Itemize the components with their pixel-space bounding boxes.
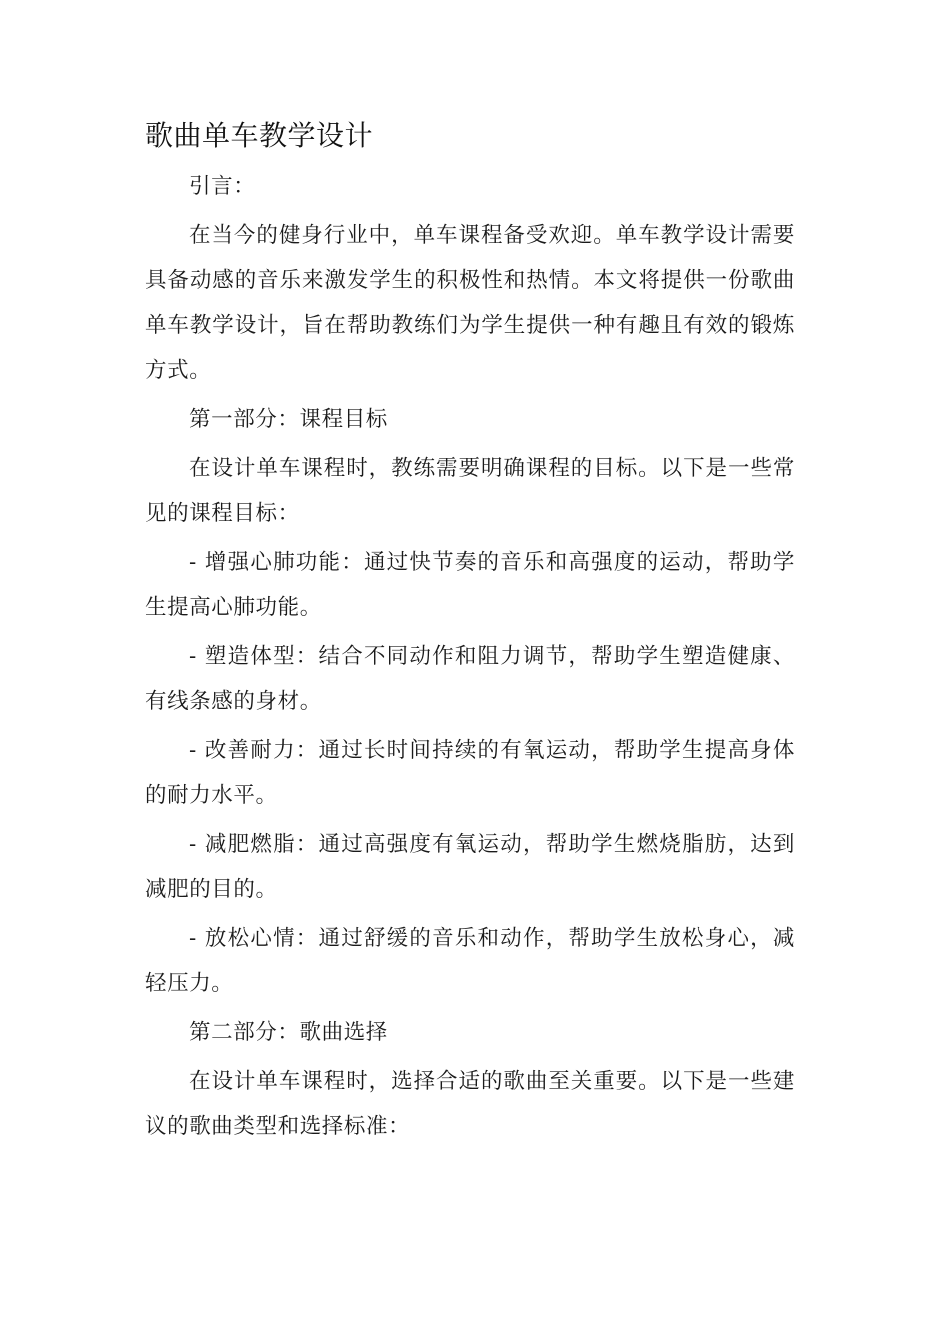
goal-item-body-shaping: - 塑造体型：结合不同动作和阻力调节，帮助学生塑造健康、有线条感的身材。 [145,644,795,714]
goal-item-cardio: - 增强心肺功能：通过快节奏的音乐和高强度的运动，帮助学生提高心肺功能。 [145,550,795,620]
part1-intro-paragraph: 在设计单车课程时，教练需要明确课程的目标。以下是一些常见的课程目标： [145,456,795,526]
part1-heading: 第一部分：课程目标 [189,407,388,432]
goal-item-fat-burning: - 减肥燃脂：通过高强度有氧运动，帮助学生燃烧脂肪，达到减肥的目的。 [145,832,795,902]
intro-label: 引言： [189,174,256,199]
part2-intro-paragraph: 在设计单车课程时，选择合适的歌曲至关重要。以下是一些建议的歌曲类型和选择标准： [145,1069,795,1139]
goal-item-relaxation: - 放松心情：通过舒缓的音乐和动作，帮助学生放松身心，减轻压力。 [145,926,795,996]
goal-item-endurance: - 改善耐力：通过长时间持续的有氧运动，帮助学生提高身体的耐力水平。 [145,738,795,808]
intro-paragraph: 在当今的健身行业中，单车课程备受欢迎。单车教学设计需要具备动感的音乐来激发学生的积极性和热情。本文将提供一份歌曲单车教学设计，旨在帮助教练们为学生提供一种有趣且有效的锻炼方式。 [145,223,795,383]
part2-heading: 第二部分：歌曲选择 [189,1020,388,1045]
document-title: 歌曲单车教学设计 [145,119,374,152]
document-body [145,112,795,1153]
